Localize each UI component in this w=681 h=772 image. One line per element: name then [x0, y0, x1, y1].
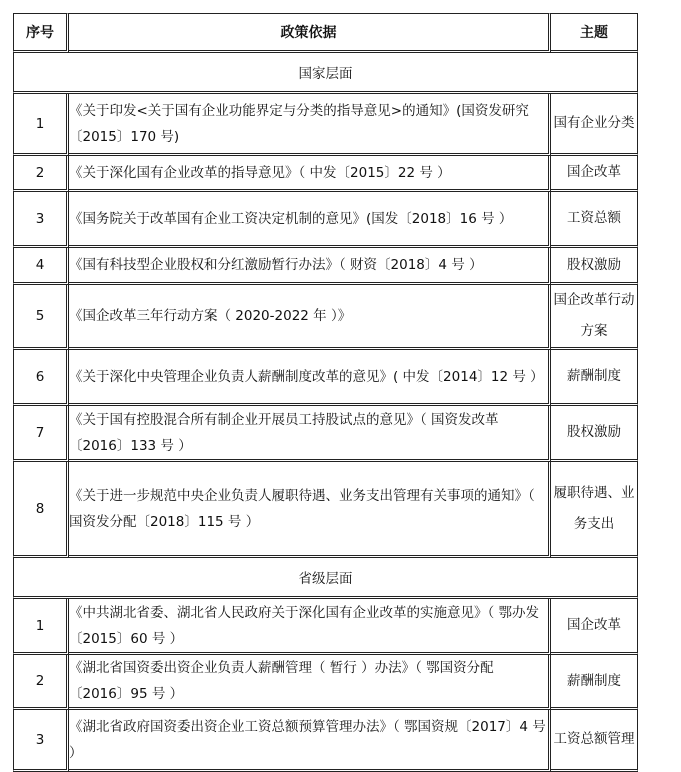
row-policy-basis: 《关于国有控股混合所有制企业开展员工持股试点的意见》（ 国资发改革〔2016〕133 号 ）: [69, 406, 551, 462]
row-number: 3: [13, 710, 69, 772]
table-row: [13, 599, 638, 655]
row-number: 1: [13, 94, 69, 156]
row-topic: 股权激励: [551, 406, 638, 462]
table-row: [13, 462, 638, 558]
row-topic: 薪酬制度: [551, 655, 638, 710]
table-row: [13, 350, 638, 406]
row-number: 7: [13, 406, 69, 462]
row-topic: 国企改革行动方案: [551, 285, 638, 350]
row-topic: 薪酬制度: [551, 350, 638, 406]
row-topic: 股权激励: [551, 248, 638, 285]
table-header-row: [13, 13, 638, 53]
header-topic: 主题: [551, 13, 638, 53]
row-policy-basis: 《关于深化国有企业改革的指导意见》（ 中发〔2015〕22 号 ）: [69, 156, 551, 192]
row-number: 6: [13, 350, 69, 406]
row-policy-basis: 《湖北省国资委出资企业负责人薪酬管理（ 暂行 ）办法》（ 鄂国资分配〔2016〕95 号 ）: [69, 655, 551, 710]
section-row-provincial: [13, 558, 638, 599]
header-number: 序号: [13, 13, 69, 53]
table-row: [13, 192, 638, 248]
section-row-national: [13, 53, 638, 94]
row-policy-basis: 《国务院关于改革国有企业工资决定机制的意见》(国发〔2018〕16 号 ）: [69, 192, 551, 248]
row-topic: 工资总额: [551, 192, 638, 248]
row-policy-basis: 《关于印发<关于国有企业功能界定与分类的指导意见>的通知》(国资发研究〔2015〕170 号): [69, 94, 551, 156]
row-policy-basis: 《关于进一步规范中央企业负责人履职待遇、业务支出管理有关事项的通知》（ 国资发分配〔2018〕115 号 ）: [69, 462, 551, 558]
row-topic: 工资总额管理: [551, 710, 638, 772]
row-topic: 国企改革: [551, 599, 638, 655]
row-policy-basis: 《国有科技型企业股权和分红激励暂行办法》（ 财资〔2018〕4 号 ）: [69, 248, 551, 285]
row-topic: 履职待遇、业务支出: [551, 462, 638, 558]
section-title: 省级层面: [13, 558, 638, 599]
row-policy-basis: 《关于深化中央管理企业负责人薪酬制度改革的意见》( 中发〔2014〕12 号 ）: [69, 350, 551, 406]
row-number: 2: [13, 655, 69, 710]
table-row: [13, 94, 638, 156]
table-row: [13, 248, 638, 285]
table-row: [13, 710, 638, 772]
table-row: [13, 156, 638, 192]
section-title: 国家层面: [13, 53, 638, 94]
table-row: [13, 406, 638, 462]
row-number: 1: [13, 599, 69, 655]
row-number: 3: [13, 192, 69, 248]
row-policy-basis: 《湖北省政府国资委出资企业工资总额预算管理办法》（ 鄂国资规〔2017〕4 号 ）: [69, 710, 551, 772]
row-number: 8: [13, 462, 69, 558]
table-row: [13, 285, 638, 350]
table-row: [13, 655, 638, 710]
row-topic: 国有企业分类: [551, 94, 638, 156]
header-policy-basis: 政策依据: [69, 13, 551, 53]
policy-table: [13, 13, 638, 772]
row-number: 4: [13, 248, 69, 285]
row-topic: 国企改革: [551, 156, 638, 192]
row-number: 2: [13, 156, 69, 192]
row-number: 5: [13, 285, 69, 350]
row-policy-basis: 《中共湖北省委、湖北省人民政府关于深化国有企业改革的实施意见》（ 鄂办发〔2015〕60 号 ）: [69, 599, 551, 655]
row-policy-basis: 《国企改革三年行动方案（ 2020-2022 年 ）》: [69, 285, 551, 350]
